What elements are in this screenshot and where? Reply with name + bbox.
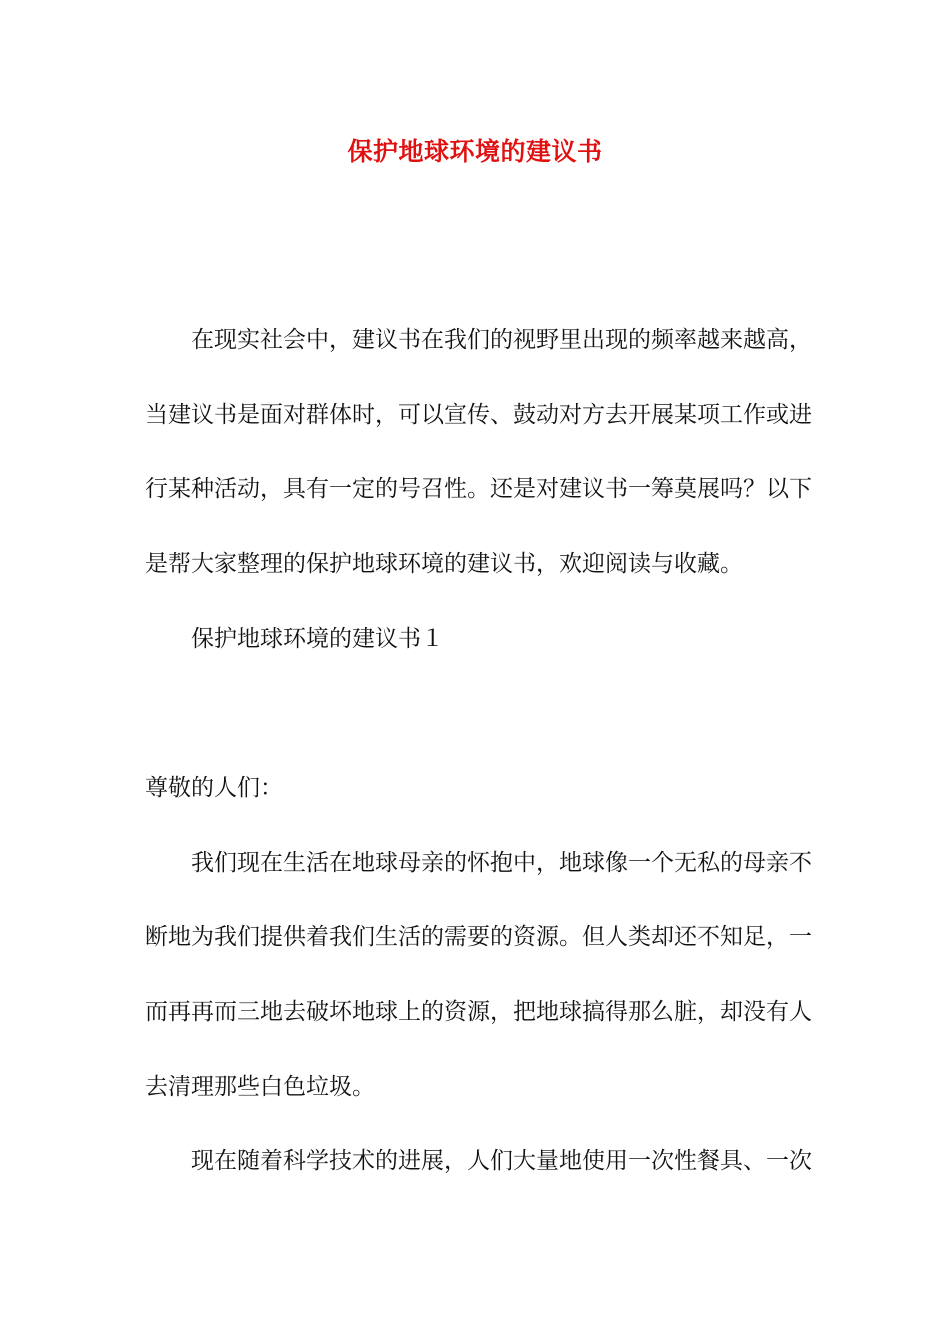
document-title: 保护地球环境的建议书 xyxy=(347,137,603,166)
section-heading-1: 保护地球环境的建议书１ xyxy=(191,626,444,652)
paragraph-intro-line-3: 行某种活动，具有一定的号召性。还是对建议书一筹莫展吗？以下 xyxy=(145,476,812,502)
paragraph-1-line-4: 去清理那些白色垃圾。 xyxy=(145,1074,375,1100)
paragraph-2-line-1: 现在随着科学技术的进展，人们大量地使用一次性餐具、一次 xyxy=(191,1148,812,1174)
paragraph-1-line-1: 我们现在生活在地球母亲的怀抱中，地球像一个无私的母亲不 xyxy=(191,850,812,876)
paragraph-1-line-2: 断地为我们提供着我们生活的需要的资源。但人类却还不知足，一 xyxy=(145,924,812,950)
paragraph-intro-line-4: 是帮大家整理的保护地球环境的建议书，欢迎阅读与收藏。 xyxy=(145,551,743,577)
salutation: 尊敬的人们： xyxy=(145,775,283,801)
paragraph-1-line-3: 而再再而三地去破坏地球上的资源，把地球搞得那么脏，却没有人 xyxy=(145,999,812,1025)
paragraph-intro-line-1: 在现实社会中，建议书在我们的视野里出现的频率越来越高， xyxy=(191,327,812,353)
paragraph-intro-line-2: 当建议书是面对群体时，可以宣传、鼓动对方去开展某项工作或进 xyxy=(145,402,812,428)
